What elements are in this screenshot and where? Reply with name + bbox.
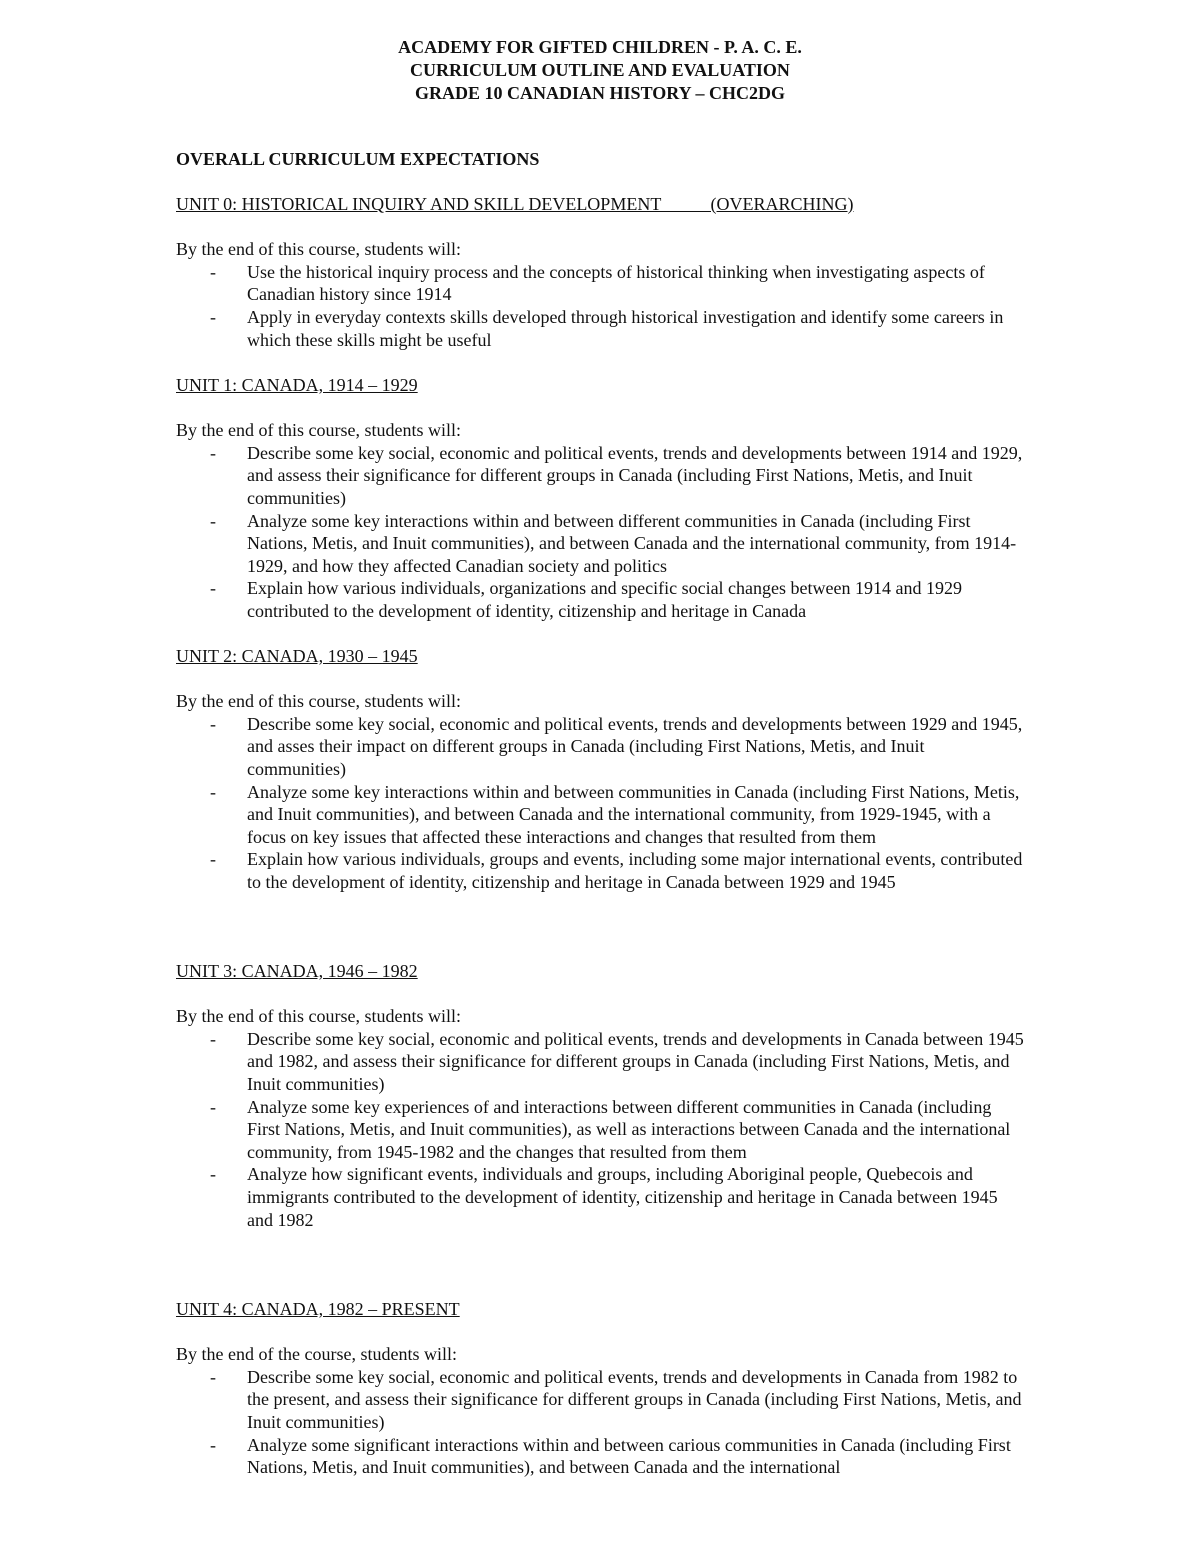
- bullet-dash: -: [210, 1096, 216, 1117]
- list-item: [176, 1163, 1027, 1231]
- unit-3-section: [176, 960, 1056, 1231]
- list-item: [176, 306, 1027, 351]
- list-item-text: Describe some key social, economic and political events, trends and developments in Canada from 1982 to the present, and assess their significance for different groups in Canada (including First Nations, Metis, and Inuit communities): [247, 1366, 1022, 1432]
- list-item-text: Analyze some key interactions within and between different communities in Canada (including First Nations, Metis, and Inuit communities), and between Canada and the international community, from 1914-1929, and how they affected Canadian society and politics: [247, 510, 1017, 576]
- list-item: [176, 1028, 1027, 1096]
- list-item-text: Use the historical inquiry process and the concepts of historical thinking when investigating aspects of Canadian history since 1914: [247, 261, 985, 305]
- unit-0-section: [176, 193, 1056, 351]
- list-item: [176, 1096, 1027, 1164]
- expectation-list: [176, 1366, 1056, 1479]
- unit-intro: By the end of this course, students will:: [176, 420, 461, 441]
- list-item-text: Analyze some key experiences of and interactions between different communities in Canada (including First Nations, Metis, and Inuit communities), as well as interactions between Canada and the international community, from 1945-1982 and the changes that resulted from them: [247, 1096, 1011, 1162]
- unit-title: UNIT 2: CANADA, 1930 – 1945: [176, 646, 418, 666]
- bullet-dash: -: [210, 1434, 216, 1455]
- bullet-dash: -: [210, 849, 216, 870]
- list-item: [176, 261, 1027, 306]
- bullet-dash: -: [210, 781, 216, 802]
- document-subtitle: CURRICULUM OUTLINE AND EVALUATION: [410, 59, 790, 80]
- unit-intro: By the end of this course, students will:: [176, 239, 461, 260]
- bullet-dash: -: [210, 306, 216, 327]
- unit-title: UNIT 0: HISTORICAL INQUIRY AND SKILL DEVELOPMENT (OVERARCHING): [176, 194, 854, 214]
- list-item: [176, 510, 1027, 578]
- list-item-text: Describe some key social, economic and political events, trends and developments in Canada between 1945 and 1982, and assess their significance for different groups in Canada (including First Nations, Metis, and Inuit communities): [247, 1028, 1024, 1094]
- list-item-text: Apply in everyday contexts skills developed through historical investigation and identify some careers in which these skills might be useful: [247, 306, 1004, 350]
- unit-intro: By the end of this course, students will:: [176, 691, 461, 712]
- unit-1-section: [176, 374, 1056, 623]
- list-item: [176, 442, 1027, 510]
- school-name: ACADEMY FOR GIFTED CHILDREN - P. A. C. E.: [398, 37, 802, 57]
- list-item: [176, 781, 1027, 849]
- unit-4-section: [176, 1298, 1056, 1479]
- list-item: [176, 1366, 1027, 1434]
- list-item-text: Explain how various individuals, groups and events, including some major international events, contributed to the development of identity, citizenship and heritage in Canada between 1929 and 1945: [247, 849, 1023, 892]
- unit-title: UNIT 4: CANADA, 1982 – PRESENT: [176, 1299, 460, 1319]
- list-item-text: Analyze some significant interactions within and between carious communities in Canada (including First Nations, Metis, and Inuit communities), and between Canada and the international: [247, 1434, 1011, 1478]
- list-item: [176, 577, 1027, 622]
- list-item-text: Describe some key social, economic and political events, trends and developments between 1914 and 1929, and assess their significance for different groups in Canada (including First Nations, Metis, and Inuit communities): [247, 442, 1023, 508]
- bullet-dash: -: [210, 510, 216, 531]
- bullet-dash: -: [210, 713, 216, 734]
- list-item-text: Explain how various individuals, organizations and specific social changes between 1914 and 1929 contributed to the development of identity, citizenship and heritage in Canada: [247, 578, 962, 621]
- expectation-list: [176, 713, 1056, 894]
- expectation-list: [176, 261, 1056, 351]
- list-item-text: Analyze some key interactions within and between communities in Canada (including First Nations, Metis, and Inuit communities), and between Canada and the international community, from 1929-1945, with a focus on key issues that affected these interactions and changes that resulted from them: [247, 781, 1020, 847]
- unit-intro: By the end of this course, students will:: [176, 1006, 461, 1027]
- section-heading: OVERALL CURRICULUM EXPECTATIONS: [176, 149, 540, 169]
- list-item: [176, 1434, 1027, 1479]
- bullet-dash: -: [210, 442, 216, 463]
- expectation-list: [176, 1028, 1056, 1231]
- bullet-dash: -: [210, 1164, 216, 1185]
- unit-title: UNIT 3: CANADA, 1946 – 1982: [176, 961, 418, 981]
- list-item: [176, 713, 1027, 781]
- list-item: [176, 848, 1027, 893]
- bullet-dash: -: [210, 261, 216, 282]
- bullet-dash: -: [210, 1366, 216, 1387]
- bullet-dash: -: [210, 578, 216, 599]
- unit-2-section: [176, 645, 1056, 894]
- unit-intro: By the end of the course, students will:: [176, 1344, 457, 1365]
- unit-title: UNIT 1: CANADA, 1914 – 1929: [176, 375, 418, 395]
- document-header: [0, 36, 1200, 104]
- expectation-list: [176, 442, 1056, 623]
- course-title: GRADE 10 CANADIAN HISTORY – CHC2DG: [415, 82, 785, 103]
- list-item-text: Describe some key social, economic and political events, trends and developments between 1929 and 1945, and asses their impact on different groups in Canada (including First Nations, Metis, and Inuit communities): [247, 713, 1023, 779]
- bullet-dash: -: [210, 1028, 216, 1049]
- list-item-text: Analyze how significant events, individuals and groups, including Aboriginal people, Quebecois and immigrants contributed to the development of identity, citizenship and heritage in Canada between 1945 and 1982: [247, 1164, 998, 1230]
